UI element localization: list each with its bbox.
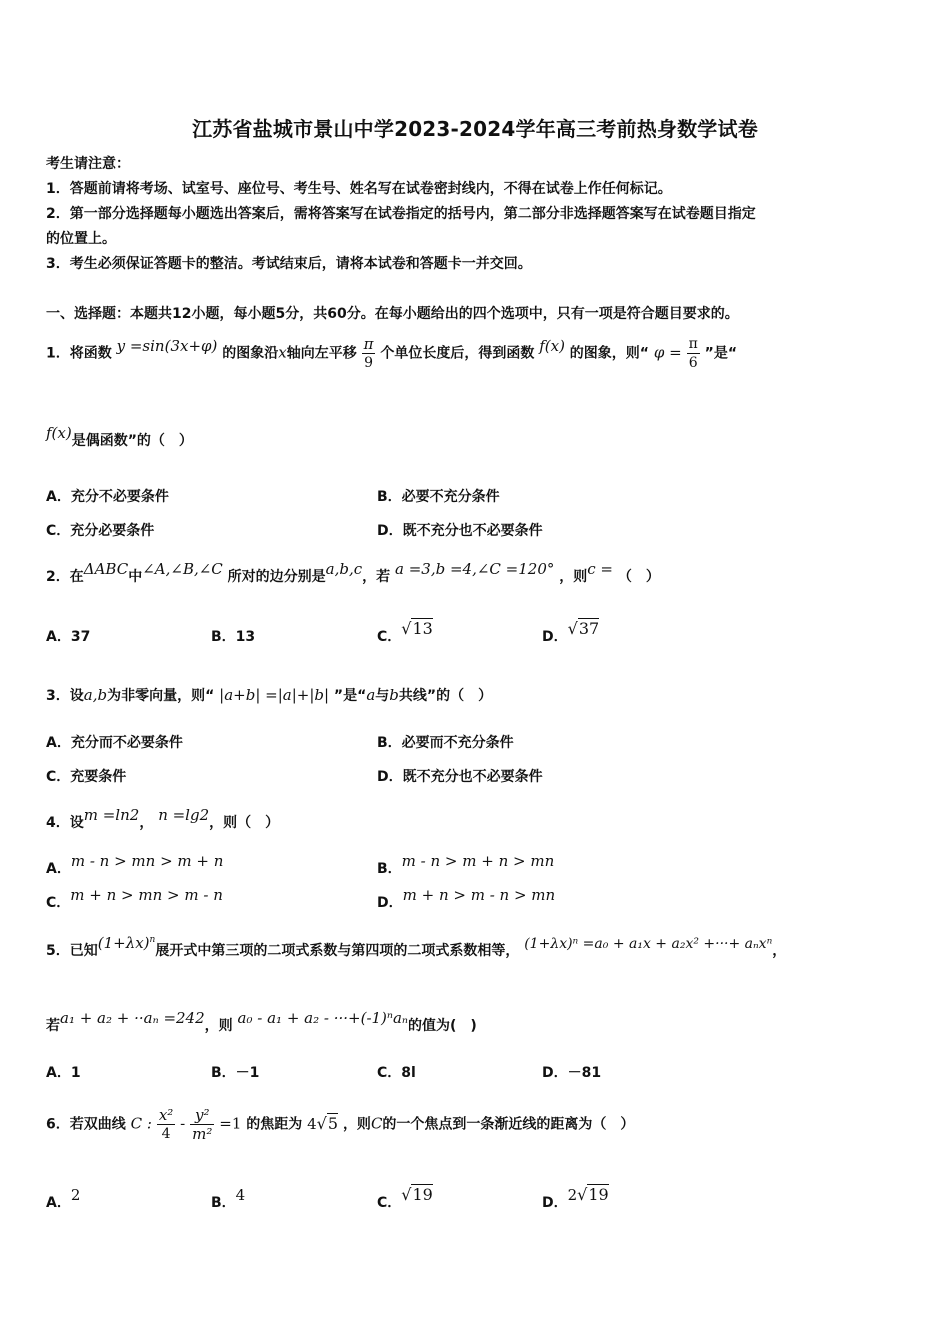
formula: ΔABC <box>83 560 129 578</box>
option-d: D．既不充分也不必要条件 <box>377 769 543 785</box>
option-c: C．充分必要条件 <box>46 523 155 539</box>
notice-item: 3．考生必须保证答题卡的整洁。考试结束后，请将本试卷和答题卡一并交回。 <box>46 256 532 272</box>
formula: φ = <box>653 343 682 362</box>
option-b: B．m - n > m + n > mn <box>377 852 555 877</box>
option-a: A．2 <box>46 1186 81 1211</box>
formula: a,b,c <box>325 560 363 578</box>
option-b: B．－1 <box>211 1065 260 1081</box>
fraction: $\frac{\text{x²}}{4}$ <box>158 1106 174 1142</box>
option-d: D．既不充分也不必要条件 <box>377 523 543 539</box>
question-4: 4．设m =ln2， n =lg2，则（ ） <box>46 806 280 831</box>
formula: f(x) <box>539 336 565 355</box>
option-a: A．充分不必要条件 <box>46 489 169 505</box>
option-c: C．√19 <box>377 1185 433 1211</box>
option-d: D．√37 <box>542 619 600 645</box>
formula: (1+λx)ⁿ =a₀ + a₁x + a₂x² +···+ aₙxⁿ <box>524 936 773 952</box>
formula: m + n > m - n > mn <box>402 886 556 904</box>
option-b: B．必要而不充分条件 <box>377 735 514 751</box>
section-heading: 一、选择题：本题共12小题，每小题5分，共60分。在每小题给出的四个选项中，只有一项是符合题目要求的。 <box>46 306 739 322</box>
question-5-cont: 若a₁ + a₂ + ··aₙ =242，则 a₀ - a₁ + a₂ - ···+(-1)ⁿaₙ的值为( ) <box>46 1009 477 1034</box>
notice-item: 1．答题前请将考场、试室号、座位号、考生号、姓名写在试卷密封线内，不得在试卷上作任何标记。 <box>46 181 672 197</box>
option-d: D．－81 <box>542 1065 602 1081</box>
sqrt-symbol: √19 <box>401 1185 433 1204</box>
formula: m - n > m + n > mn <box>401 852 555 870</box>
question-5: 5．已知$(1+\lambda x)^n$展开式中第三项的二项式系数与第四项的二项式系数相等， (1+λx)ⁿ =a₀ + a₁x + a₂x² +···+ aₙxⁿ， <box>46 934 787 959</box>
option-c: C．m + n > mn > m - n <box>46 886 223 911</box>
fraction: $\frac{\pi}{6}$ <box>688 336 698 371</box>
option-a: A．充分而不必要条件 <box>46 735 183 751</box>
formula: a =3,b =4,∠C =120° <box>395 560 555 578</box>
fraction: $\frac{\text{y²}}{\text{m²}}$ <box>192 1106 213 1143</box>
option-d: D．2√19 <box>542 1185 609 1211</box>
option-d: D．m + n > m - n > mn <box>377 886 556 911</box>
option-b: B．必要不充分条件 <box>377 489 500 505</box>
formula: m - n > mn > m + n <box>70 852 224 870</box>
notice-heading: 考生请注意： <box>46 156 130 172</box>
option-c: C．√13 <box>377 619 433 645</box>
sqrt-symbol: √19 <box>577 1185 609 1204</box>
sqrt-symbol: √13 <box>401 619 433 638</box>
formula: C : <box>130 1114 152 1133</box>
formula: |a+b| =|a|+|b| <box>219 686 330 704</box>
question-2: 2．在ΔABC中∠A,∠B,∠C 所对的边分别是a,b,c，若 a =3,b =4,∠C =120° ，则c = （ ） <box>46 560 660 585</box>
option-a: A．1 <box>46 1065 81 1081</box>
formula: b <box>389 686 399 704</box>
notice-item: 2．第一部分选择题每小题选出答案后，需将答案写在试卷指定的括号内，第二部分非选择题答案写在试卷题目指定 <box>46 206 756 222</box>
option-b: B．4 <box>211 1186 246 1211</box>
formula: a₀ - a₁ + a₂ - ···+(-1)ⁿaₙ <box>237 1009 409 1027</box>
option-b: B．13 <box>211 629 256 645</box>
formula: a,b <box>83 686 108 704</box>
question-1: 1．将函数 y =sin(3x+φ) 的图象沿x轴向左平移 $\frac{\pi}{9}$ 个单位长度后，得到函数 f(x) 的图象，则“ φ = $\frac{\pi}{6}$ ”是“ <box>46 335 738 371</box>
formula: $(1+\lambda x)^n$ <box>97 934 156 952</box>
question-6: 6．若双曲线 C : $\frac{\text{x²}}{4}$ - $\frac{\text{y²}}{\text{m²}}$ =1 的焦距为 4√5 ，则C的一个焦点到一条渐近线的距离为（ ） <box>46 1106 635 1143</box>
sqrt-symbol: √37 <box>567 619 600 638</box>
option-c: C．8l <box>377 1065 416 1081</box>
question-1-cont: f(x)是偶函数”的（ ） <box>46 424 193 449</box>
formula: y =sin(3x+φ) <box>116 336 218 355</box>
formula: 4√5 <box>307 1113 339 1133</box>
option-c: C．充要条件 <box>46 769 127 785</box>
option-a: A．m - n > mn > m + n <box>46 852 224 877</box>
formula: n =lg2 <box>158 806 210 824</box>
formula: m =ln2 <box>83 806 140 824</box>
exam-title: 江苏省盐城市景山中学2023-2024学年高三考前热身数学试卷 <box>192 117 758 141</box>
formula: c = <box>587 560 613 578</box>
sqrt-symbol: √5 <box>316 1113 339 1133</box>
formula: C <box>370 1114 383 1133</box>
formula: a₁ + a₂ + ··aₙ =242 <box>60 1009 205 1027</box>
formula: f(x) <box>46 424 72 442</box>
formula: m + n > mn > m - n <box>70 886 223 904</box>
formula: a <box>366 686 376 704</box>
formula: x <box>278 343 287 362</box>
fraction: $\frac{\pi}{9}$ <box>363 335 374 371</box>
formula: ∠A,∠B,∠C <box>142 560 223 578</box>
option-a: A．37 <box>46 629 91 645</box>
question-3: 3．设a,b为非零向量，则“ |a+b| =|a|+|b| ”是“a与b共线”的（ ） <box>46 686 493 704</box>
notice-item: 的位置上。 <box>46 231 116 247</box>
